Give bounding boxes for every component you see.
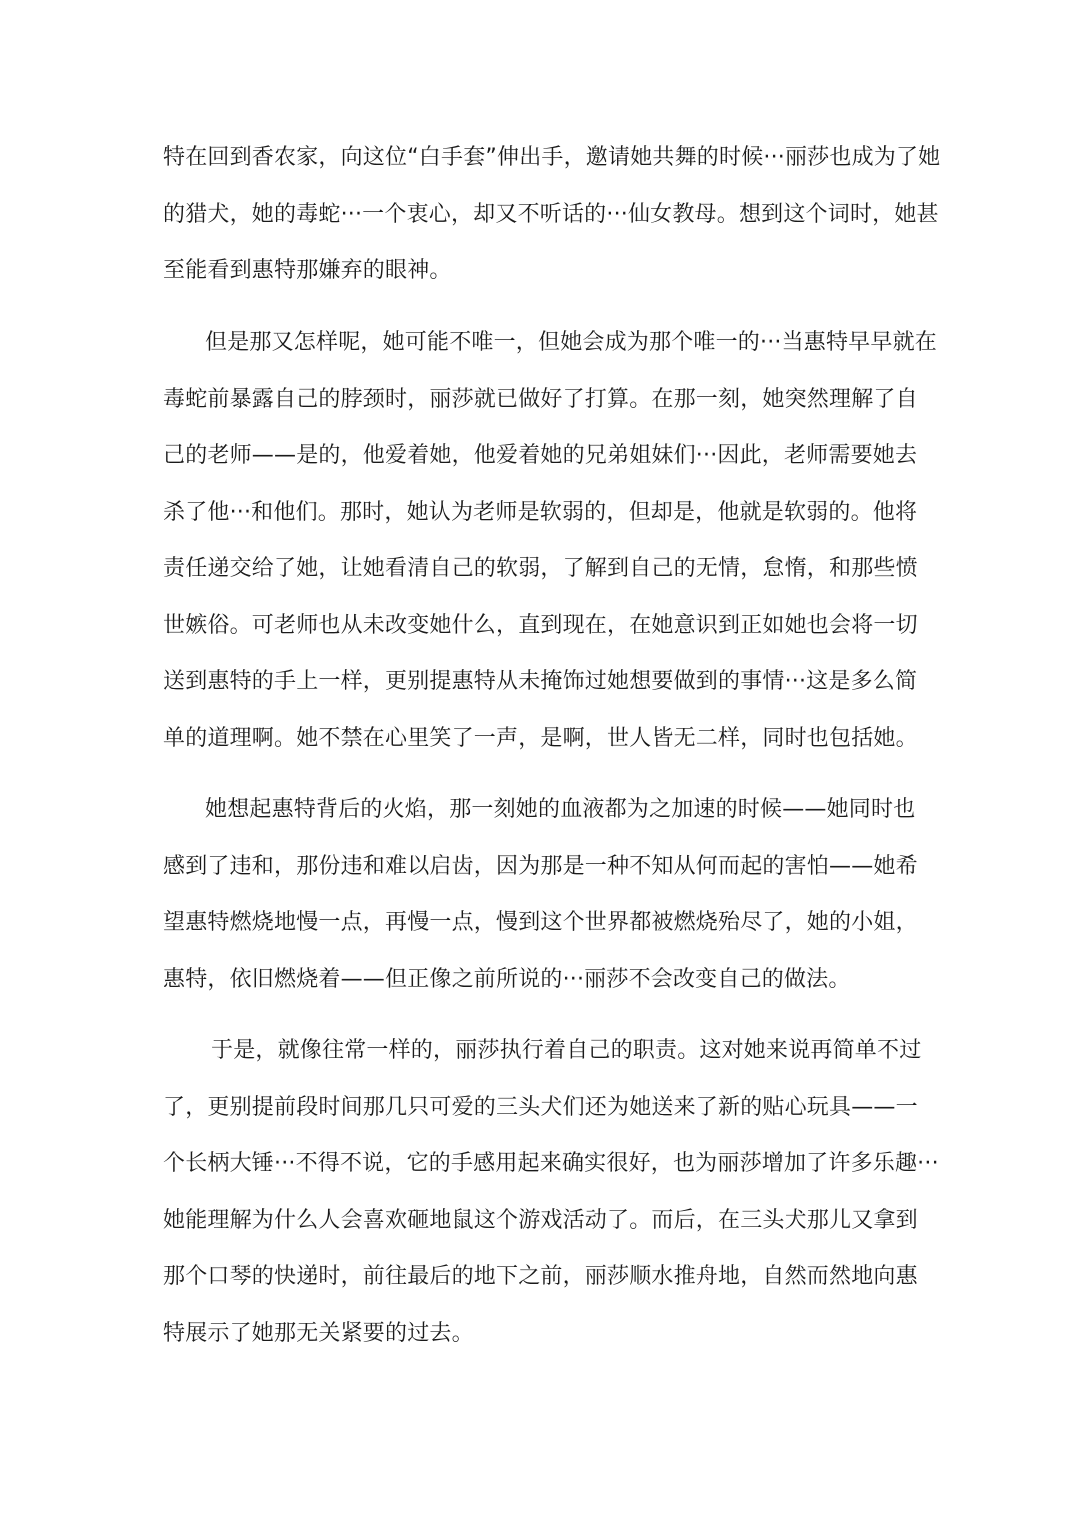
paragraph-4 xyxy=(163,1023,939,1362)
text-line: 惠特，依旧燃烧着——但正像之前所说的···丽莎不会改变自己的做法。 xyxy=(163,966,851,992)
text-line: 毒蛇前暴露自己的脖颈时，丽莎就已做好了打算。在那一刻，她突然理解了自 xyxy=(163,386,918,412)
text-line: 世嫉俗。可老师也从未改变她什么，直到现在，在她意识到正如她也会将一切 xyxy=(163,612,918,638)
text-line: 望惠特燃烧地慢一点，再慢一点，慢到这个世界都被燃烧殆尽了，她的小姐， xyxy=(163,910,918,935)
text-line: 特在回到香农家，向这位“白手套”伸出手，邀请她共舞的时候···丽莎也成为了她 xyxy=(163,145,941,170)
text-line: 但是那又怎样呢，她可能不唯一，但她会成为那个唯一的···当惠特早早就在 xyxy=(205,330,937,355)
text-line: 那个口琴的快递时，前往最后的地下之前，丽莎顺水推舟地，自然而然地向惠 xyxy=(163,1264,918,1289)
text-line: 她能理解为什么人会喜欢砸地鼠这个游戏活动了。而后，在三头犬那儿又拿到 xyxy=(163,1207,918,1233)
paragraph-1 xyxy=(163,130,941,300)
text-line: 责任递交给了她，让她看清自己的软弱，了解到自己的无情，怠惰，和那些愤 xyxy=(163,556,918,581)
text-line: 感到了违和，那份违和难以启齿，因为那是一种不知从何而起的害怕——她希 xyxy=(163,853,918,879)
text-line: 个长柄大锤···不得不说，它的手感用起来确实很好，也为丽莎增加了许多乐趣··· xyxy=(163,1151,939,1176)
text-line: 于是，就像往常一样的，丽莎执行着自己的职责。这对她来说再简单不过 xyxy=(211,1038,922,1063)
text-line: 杀了他···和他们。那时，她认为老师是软弱的，但却是，他就是软弱的。他将 xyxy=(163,499,918,525)
text-line: 送到惠特的手上一样，更别提惠特从未掩饰过她想要做到的事情···这是多么简 xyxy=(163,669,918,694)
paragraph-3 xyxy=(163,782,923,1008)
text-line: 己的老师——是的，他爱着她，他爱着她的兄弟姐妹们···因此，老师需要她去 xyxy=(163,443,918,468)
paragraph-2 xyxy=(163,315,937,767)
text-line: 了，更别提前段时间那几只可爱的三头犬们还为她送来了新的贴心玩具——一 xyxy=(163,1094,918,1120)
text-line: 单的道理啊。她不禁在心里笑了一声，是啊，世人皆无二样，同时也包括她。 xyxy=(163,725,918,751)
text-line: 特展示了她那无关紧要的过去。 xyxy=(163,1320,474,1346)
text-line: 的猎犬，她的毒蛇···一个衷心，却又不听话的···仙女教母。想到这个词时，她甚 xyxy=(163,201,939,227)
text-line: 至能看到惠特那嫌弃的眼神。 xyxy=(163,258,452,283)
text-line: 她想起惠特背后的火焰，那一刻她的血液都为之加速的时候——她同时也 xyxy=(205,797,916,822)
